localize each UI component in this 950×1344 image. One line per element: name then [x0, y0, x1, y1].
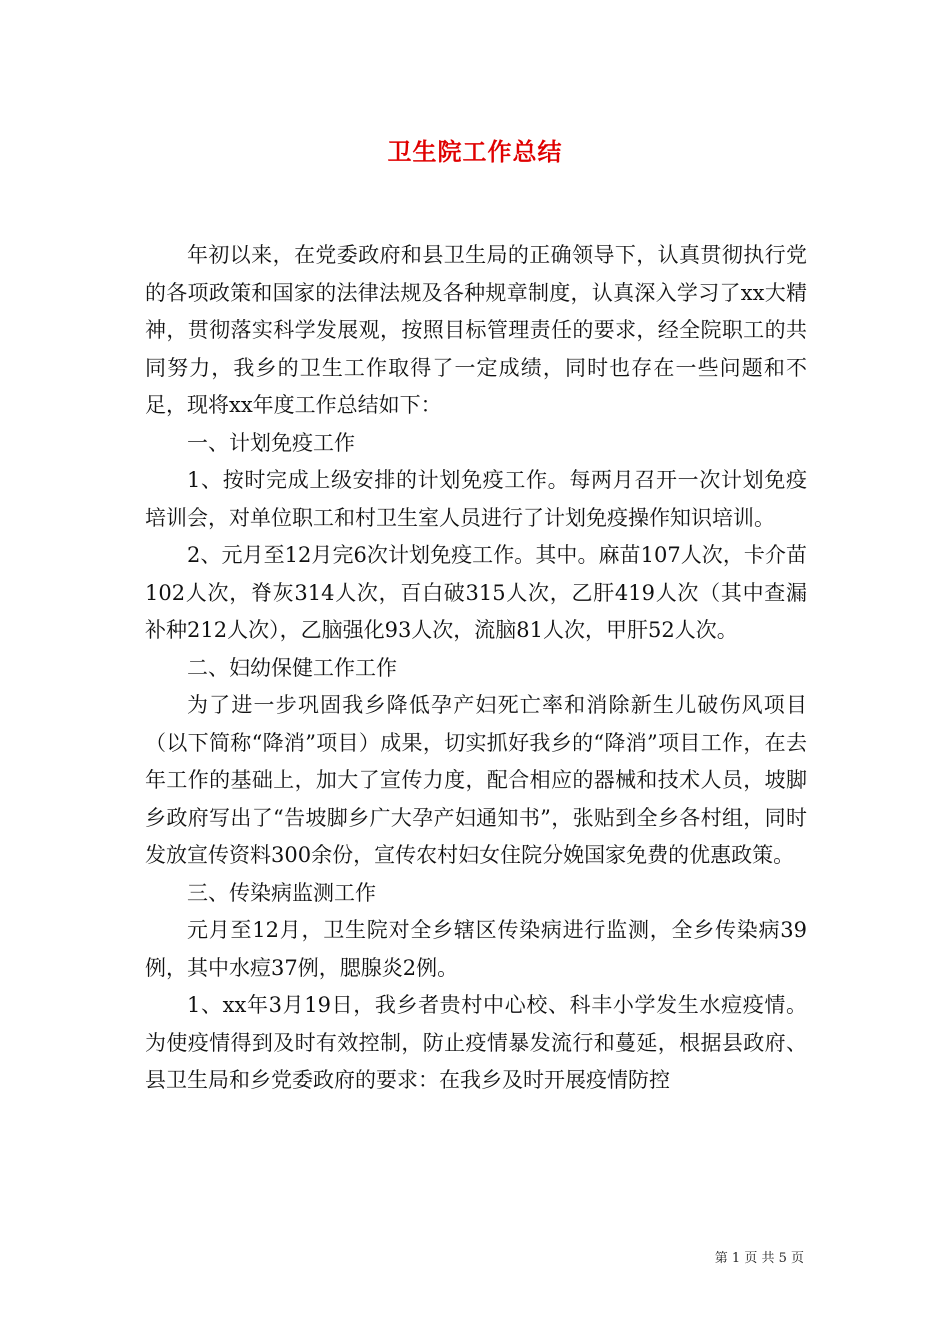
paragraph-immunization-2: 2、元月至12月完6次计划免疫工作。其中。麻苗107人次，卡介苗102人次，脊灰314人次，百白破315人次，乙肝419人次（其中查漏补种212人次），乙脑强化93人次，流脑81人次，甲肝52人次。 [145, 543, 807, 642]
section-heading-maternal-child: 二、妇幼保健工作工作 [187, 655, 397, 680]
paragraph-varicella-outbreak: 1、xx年3月19日，我乡者贵村中心校、科丰小学发生水痘疫情。为使疫情得到及时有效控制，防止疫情暴发流行和蔓延，根据县政府、县卫生局和乡党委政府的要求：在我乡及时开展疫情防控 [145, 993, 807, 1092]
document-body [145, 237, 807, 1100]
paragraph-disease-monitoring: 元月至12月，卫生院对全乡辖区传染病进行监测，全乡传染病39例，其中水痘37例，腮腺炎2例。 [145, 918, 807, 980]
page-number-footer: 第 1 页 共 5 页 [714, 1251, 804, 1266]
page-title: 卫生院工作总结 [387, 138, 563, 166]
paragraph-intro: 年初以来，在党委政府和县卫生局的正确领导下，认真贯彻执行党的各项政策和国家的法律法规及各种规章制度，认真深入学习了xx大精神，贯彻落实科学发展观，按照目标管理责任的要求，经全院职工的共同努力，我乡的卫生工作取得了一定成绩，同时也存在一些问题和不足，现将xx年度工作总结如下： [145, 243, 807, 417]
paragraph-maternal-child: 为了进一步巩固我乡降低孕产妇死亡率和消除新生儿破伤风项目（以下简称“降消”项目）成果，切实抓好我乡的“降消”项目工作，在去年工作的基础上，加大了宣传力度，配合相应的器械和技术人员，坡脚乡政府写出了“告坡脚乡广大孕产妇通知书”，张贴到全乡各村组，同时发放宣传资料300余份，宣传农村妇女住院分娩国家免费的优惠政策。 [145, 693, 807, 867]
paragraph-immunization-1: 1、按时完成上级安排的计划免疫工作。每两月召开一次计划免疫培训会，对单位职工和村卫生室人员进行了计划免疫操作知识培训。 [145, 468, 807, 530]
section-heading-disease-monitoring: 三、传染病监测工作 [187, 880, 376, 905]
section-heading-immunization: 一、计划免疫工作 [187, 430, 355, 455]
